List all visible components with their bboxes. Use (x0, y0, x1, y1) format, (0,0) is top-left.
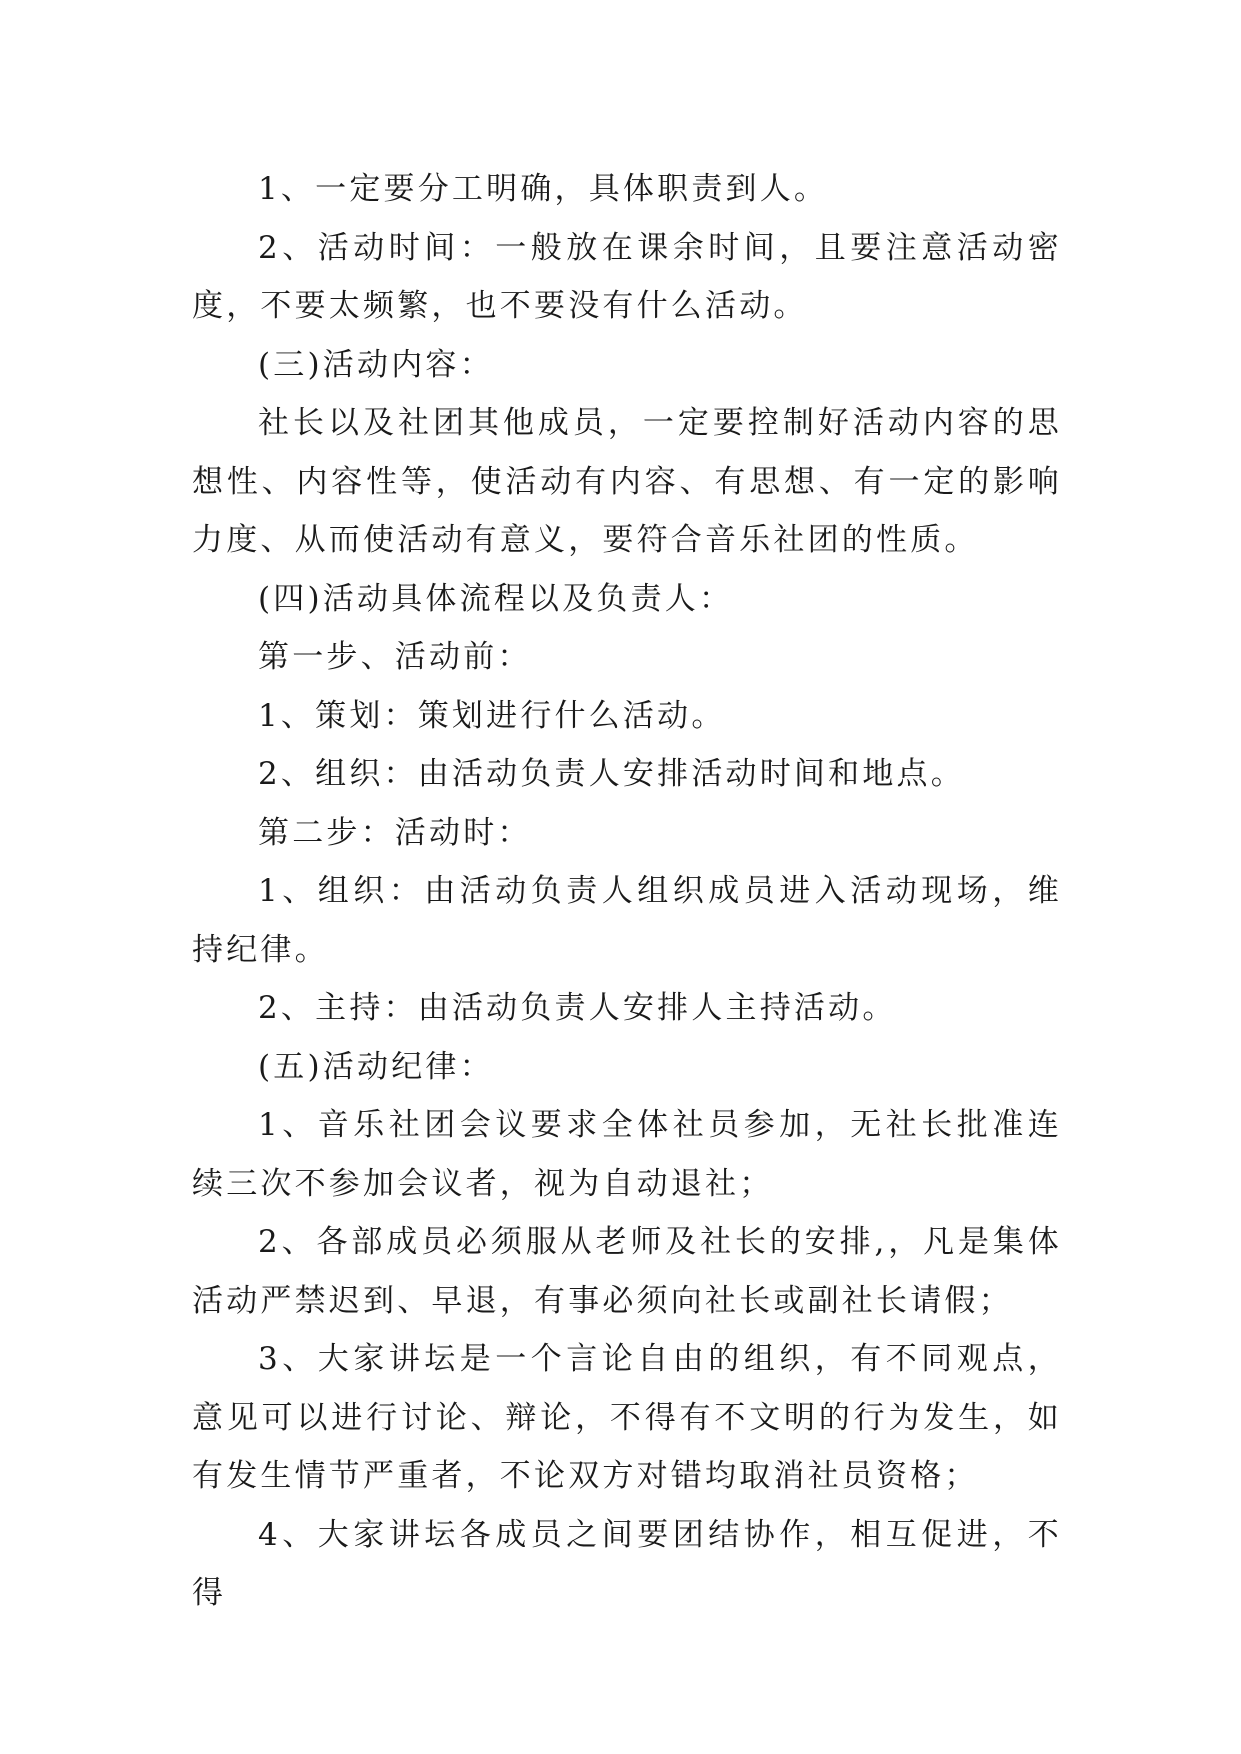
section-heading: (四)活动具体流程以及负责人： (258, 580, 734, 617)
section-heading: (三)活动内容： (258, 346, 494, 383)
step-heading: 第一步、活动前： (258, 639, 532, 675)
paragraph: 2、活动时间：一般放在课余时间，且要注意活动密度，不要太频繁，也不要没有什么活动。 (192, 229, 1062, 324)
paragraph: 社长以及社团其他成员，一定要控制好活动内容的思想性、内容性等，使活动有内容、有思想、有一定的影响力度、从而使活动有意义，要符合音乐社团的性质。 (192, 405, 1062, 558)
paragraph: 4、大家讲坛各成员之间要团结协作，相互促进，不得 (192, 1516, 1062, 1611)
paragraph: 1、策划：策划进行什么活动。 (258, 697, 726, 734)
paragraph: 3、大家讲坛是一个言论自由的组织，有不同观点，意见可以进行讨论、辩论，不得有不文明的行为发生，如有发生情节严重者，不论双方对错均取消社员资格； (192, 1341, 1062, 1494)
paragraph: 2、各部成员必须服从老师及社长的安排,，凡是集体活动严禁迟到、早退，有事必须向社长或副社长请假； (192, 1224, 1062, 1319)
paragraph: 1、音乐社团会议要求全体社员参加，无社长批准连续三次不参加会议者，视为自动退社； (192, 1107, 1062, 1202)
paragraph: 1、组织：由活动负责人组织成员进入活动现场，维持纪律。 (192, 873, 1062, 968)
paragraph: 1、一定要分工明确，具体职责到人。 (258, 171, 829, 207)
paragraph: 2、主持：由活动负责人安排人主持活动。 (258, 990, 897, 1026)
step-heading: 第二步：活动时： (258, 814, 532, 851)
section-heading: (五)活动纪律： (258, 1048, 494, 1085)
paragraph: 2、组织：由活动负责人安排活动时间和地点。 (258, 756, 965, 792)
document-body (192, 160, 1062, 1623)
